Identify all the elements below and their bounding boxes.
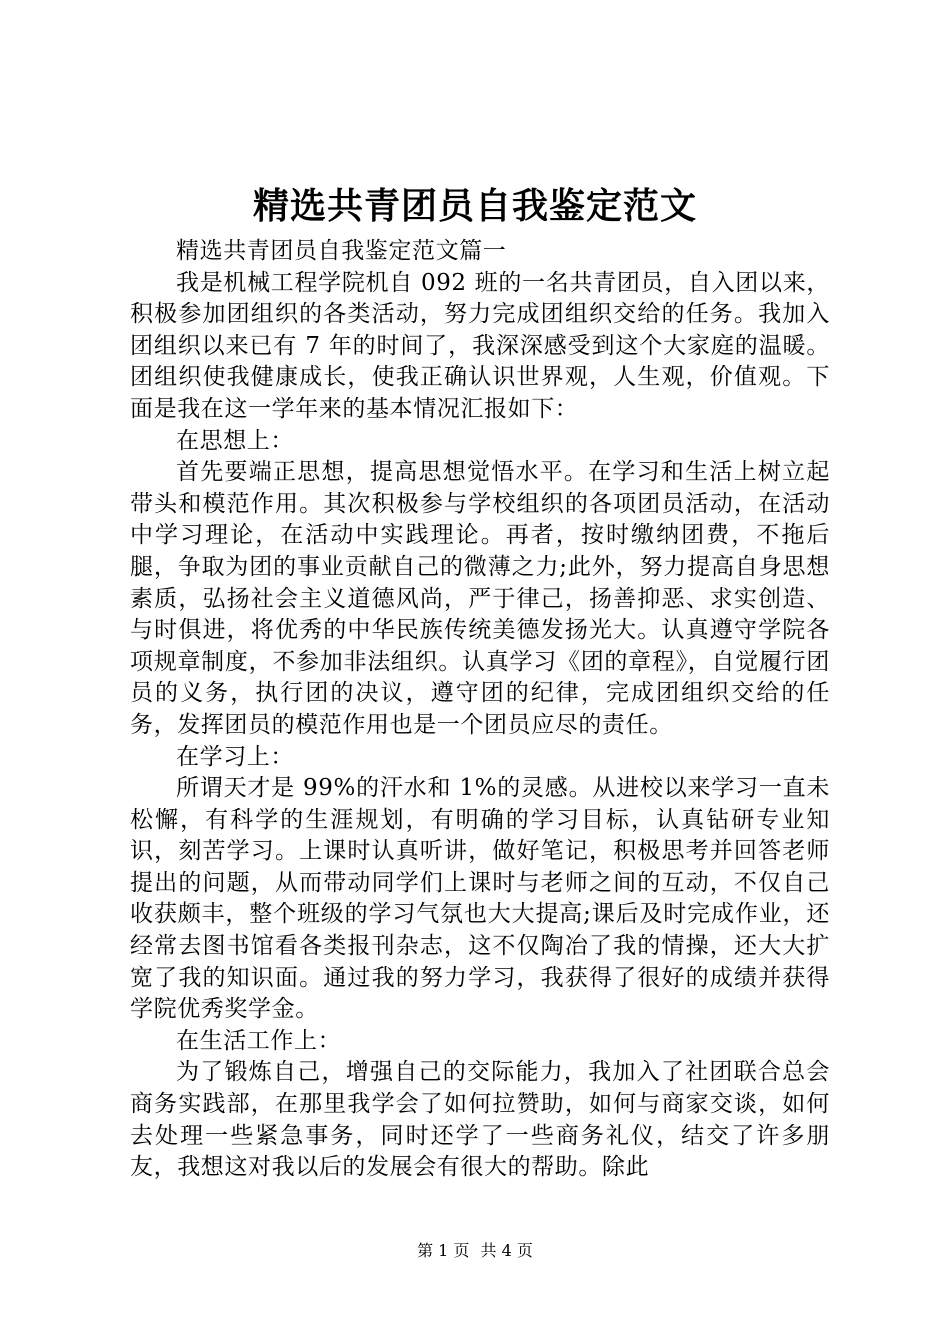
intro-paragraph: 我是机械工程学院机自 092 班的一名共青团员，自入团以来，积极参加团组织的各类活动，努力完成团组织交给的任务。我加入团组织以来已有 7 年的时间了，我深深感受到这个大家庭的温暖。团组织使我健康成长，使我正确认识世界观，人生观，价值观。下面是我在这一学年来的基本情况汇报如下： bbox=[130, 269, 830, 422]
study-paragraph: 所谓天才是 99%的汗水和 1%的灵感。从进校以来学习一直未松懈，有科学的生涯规划，有明确的学习目标，认真钻研专业知识，刻苦学习。上课时认真听讲，做好笔记，积极思考并回答老师提出的问题，从而带动同学们上课时与老师之间的互动，不仅自己收获颇丰，整个班级的学习气氛也大大提高;课后及时完成作业，还经常去图书馆看各类报刊杂志，这不仅陶冶了我的情操，还大大扩宽了我的知识面。通过我的努力学习，我获得了很好的成绩并获得学院优秀奖学金。 bbox=[130, 775, 830, 1023]
heading-study: 在学习上： bbox=[176, 743, 294, 770]
heading-thought: 在思想上： bbox=[176, 427, 294, 454]
life-work-paragraph: 为了锻炼自己，增强自己的交际能力，我加入了社团联合总会商务实践部，在那里我学会了如何拉赞助，如何与商家交谈，如何去处理一些紧急事务，同时还学了一些商务礼仪，结交了许多朋友，我想这对我以后的发展会有很大的帮助。除此 bbox=[130, 1059, 830, 1181]
document-title: 精选共青团员自我鉴定范文 bbox=[252, 186, 697, 227]
section-subtitle: 精选共青团员自我鉴定范文篇一 bbox=[176, 238, 507, 264]
thought-paragraph: 首先要端正思想，提高思想觉悟水平。在学习和生活上树立起带头和模范作用。其次积极参与学校组织的各项团员活动，在活动中学习理论，在活动中实践理论。再者，按时缴纳团费，不拖后腿，争取为团的事业贡献自己的微薄之力;此外，努力提高自身思想素质，弘扬社会主义道德风尚，严于律己，扬善抑恶、求实创造、与时俱进，将优秀的中华民族传统美德发扬光大。认真遵守学院各项规章制度，不参加非法组织。认真学习《团的章程》，自觉履行团员的义务，执行团的决议，遵守团的纪律，完成团组织交给的任务，发挥团员的模范作用也是一个团员应尽的责任。 bbox=[130, 459, 830, 738]
page-footer bbox=[0, 1240, 950, 1262]
page-number: 第 1 页 bbox=[417, 1241, 470, 1260]
document-body bbox=[130, 236, 830, 1184]
page-total: 共 4 页 bbox=[480, 1241, 533, 1260]
heading-life-work: 在生活工作上： bbox=[176, 1027, 342, 1054]
